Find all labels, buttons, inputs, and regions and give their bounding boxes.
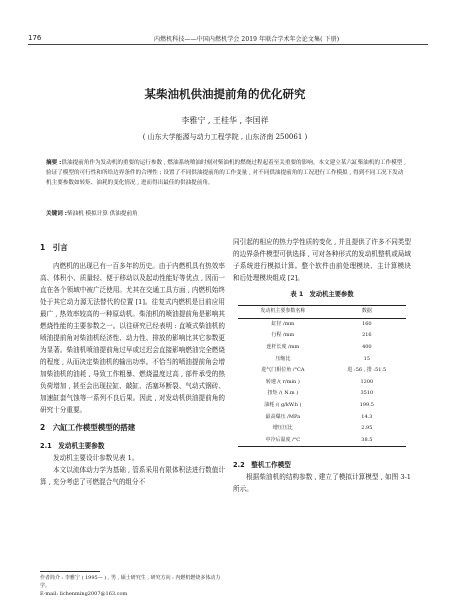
page-number: 176 (28, 34, 42, 42)
table-header-cell: 发动机主要参数名称 (260, 308, 306, 315)
table-cell: 1200 (360, 378, 374, 385)
table-row (238, 388, 406, 400)
table-row (238, 318, 406, 330)
table-header-row (238, 306, 406, 319)
table-row (238, 342, 406, 354)
running-header (28, 33, 428, 45)
method-paragraph: 本文以流体动力学为基础 , 管系采用有限体积法进行数值计算 , 充分考虑了可燃混合气的组分不 (40, 466, 225, 486)
section-2-2-heading: 2.2 整机工作模型 (233, 461, 291, 470)
keywords-label: 关键词 : (46, 211, 67, 217)
table-row (238, 435, 406, 447)
table-row (238, 400, 406, 412)
intro-paragraph: 内燃机的出现已有一百多年的历史。由于内燃机具有热效率高、体积小、质量轻、便于移动以及起动性能好等优点 , 因而一直在各个领域中被广泛使用。尤其在交通工具方面 , 内燃机始终处于其它动力源无法替代的位置 [1]。往复式内燃机是目前应用最广 , 热效率较高的一种原动机。柴油机的喷油提前角是影响其燃烧性能的主要参数之一。以往研究已经表明 : 直喷式柴油机的喷油提前角对柴油机经济性、动力性、排放的影响比其它参数更为显著。柴油机喷油提前角过早或过迟会直接影响燃油完全燃烧的程度 , 从而决定柴油机的输出功率。不恰当的喷油提前角会增加柴油机的油耗 , 导致工作粗暴、燃烧温度过高 , 部件承受的热负荷增加 , 甚至会出现拉缸、敲缸、活塞环断裂、气动式钢砖、加速缸套气蚀等一系列不良后果。因此 , 对发动机供油提前角的研究十分重要。 (40, 262, 225, 414)
table-cell: 最高爆压 /MPa (265, 413, 301, 420)
table-cell: 2.95 (361, 425, 373, 432)
table-row (238, 411, 406, 423)
table-cell: 进气门相位角 /°CA (261, 367, 305, 374)
table-cell: 38.5 (361, 436, 373, 443)
right-column (233, 236, 411, 495)
table-caption: 表 1 发动机主要参数 (290, 291, 354, 298)
keywords-text: 柴油机 模拟计算 供油提前角 (66, 211, 138, 217)
abstract (46, 158, 408, 188)
abstract-text: 供油提前角作为发动机的重要的运行参数 , 燃油系统喷油时刻对柴油机的燃烧过程起着至关重要的影响。本文建立某六缸柴油机的工作模型 , 验证了模型的可行性和所给边界条件的合理性 ; 设置了不同供油提前角的工作变量 , 对不同供油提前角的工况进行工作模拟 , 得到不同工况下发动机主要参数如转矩、油耗的变化情况 , 进而得出最佳的供油提前角。 (46, 160, 406, 186)
table-cell: 中冷后温度 /°C (265, 436, 301, 443)
left-column (40, 236, 225, 488)
abstract-label: 摘要 : (46, 160, 62, 166)
table-cell: 216 (362, 332, 372, 339)
table-cell: 199.5 (359, 402, 374, 409)
table-row (238, 353, 406, 365)
table-cell: 连杆长度 /mm (266, 344, 300, 351)
table-row (238, 423, 406, 435)
table-cell: 缸径 /mm (271, 320, 295, 327)
section-1-heading: 1 引言 (40, 243, 68, 252)
table-cell: 转速 /( r/min ) (265, 378, 300, 385)
table-cell: 160 (362, 320, 372, 327)
journal-title: 内燃机科技——中国内燃机学会 2019 年联合学术年会论文集( 下册) (154, 36, 340, 43)
engine-parameters-table (238, 305, 406, 447)
table-cell: 扭矩 /( N.m ) (267, 390, 299, 397)
table-cell: 进 :56 , 排 :51.5 (347, 367, 387, 374)
table-cell: 油耗 /( g/kW.h ) (264, 402, 302, 409)
table-cell: 400 (362, 344, 372, 351)
table-cell: 压缩比 (275, 355, 291, 362)
table-row (238, 330, 406, 342)
method-continued-paragraph: 同引起的相应的热力学性质的变化 , 并且提供了许多不同类型的边界条件模型可供选择 , 可对各种形式的发动机整机或局域子系统进行模拟计算。整个软件由前处理模块、主计算模块和后处理模块组成 [2]。 (233, 238, 411, 282)
table-cell: 15 (363, 355, 371, 362)
table-header-cell: 数据 (361, 308, 372, 315)
keywords (46, 209, 408, 217)
author-bio: 作者简介 : 李雅宁 ( 1995— ) , 男 , 硕士研究生 , 研究方向 : 内燃机燃烧多体动力学。 (40, 575, 221, 589)
affiliation: ( 山东大学能源与动力工程学院 , 山东济南 250061 ) (142, 133, 308, 141)
table-row (238, 377, 406, 389)
paper-title: 某柴油机供油提前角的优化研究 (144, 87, 306, 101)
table-cell: 14.3 (361, 413, 373, 420)
table-row (238, 365, 406, 377)
footnote (40, 574, 225, 598)
footnote-divider (40, 571, 100, 572)
author-email: E-mail: lichenming2007@163.com (40, 591, 128, 597)
author-list: 李雅宁 , 王桂华 , 李国祥 (181, 116, 269, 125)
table-reference-paragraph: 发动机主要设计参数见表 1。 (53, 454, 139, 462)
section-2-heading: 2 六缸工作模型模型的搭建 (40, 423, 136, 432)
table-cell: 增压压比 (272, 425, 293, 432)
table-cell: 3510 (360, 390, 374, 397)
model-paragraph: 根据柴油机的结构参数 , 建立了模拟计算模型 , 如图 3-1 所示。 (233, 473, 411, 494)
table-cell: 行程 /mm (271, 332, 295, 339)
section-2-1-heading: 2.1 发动机主要参数 (40, 442, 105, 450)
